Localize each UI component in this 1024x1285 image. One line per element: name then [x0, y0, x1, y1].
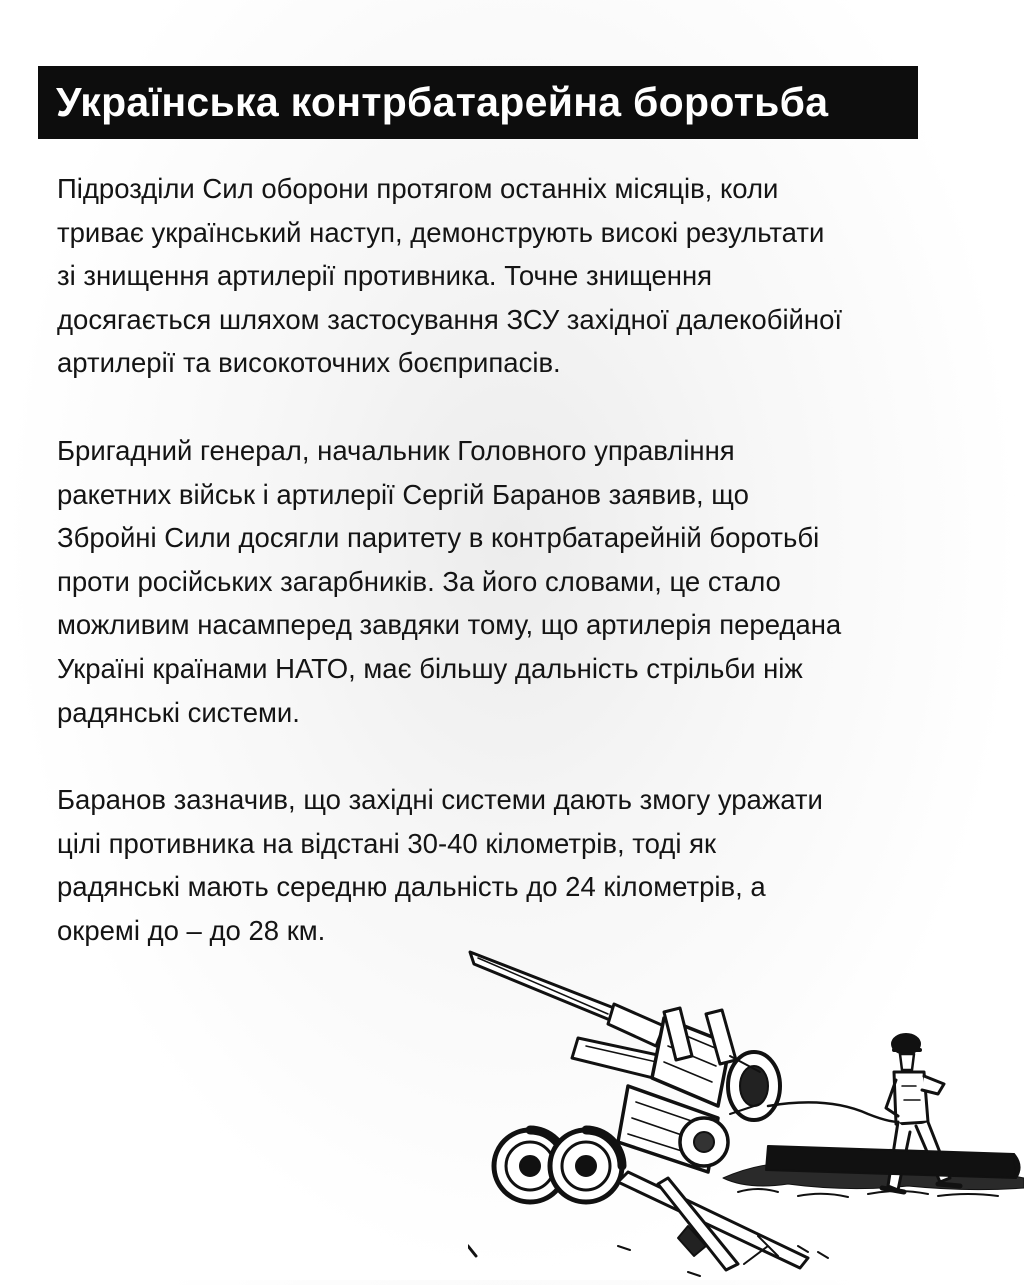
page-title: Українська контрбатарейна боротьба	[56, 79, 829, 125]
title-banner	[38, 66, 918, 139]
artillery-howitzer-with-soldier-icon	[468, 946, 1024, 1280]
text-line: цілі противника на відстані 30-40 кілометрів, тоді як	[57, 827, 717, 859]
text-line: досягається шляхом застосування ЗСУ західної далекобійної	[57, 303, 843, 335]
text-line: триває український наступ, демонструють високі результати	[57, 216, 825, 248]
text-line: Баранов зазначив, що західні системи дають змогу уражати	[57, 784, 823, 816]
article-body	[57, 167, 957, 997]
text-line: артилерії та високоточних боєприпасів.	[57, 347, 561, 379]
text-line: радянські мають середню дальність до 24 кілометрів, а	[57, 871, 766, 903]
text-line: Підрозділи Сил оборони протягом останніх місяців, коли	[57, 173, 779, 204]
text-line: окремі до – до 28 км.	[57, 914, 326, 946]
text-line: Україні країнами НАТО, має більшу дальність стрільби ніж	[57, 652, 803, 684]
paragraph-1	[57, 167, 957, 385]
paragraph-2	[57, 429, 957, 734]
text-line: можливим насамперед завдяки тому, що артилерія передана	[57, 609, 842, 641]
paragraph-3	[57, 778, 957, 952]
text-line: проти російських загарбників. За його словами, це стало	[57, 565, 781, 597]
text-line: ракетних військ і артилерії Сергій Баранов заявив, що	[57, 478, 749, 510]
text-line: Збройні Сили досягли паритету в контрбатарейній боротьбі	[57, 522, 820, 554]
text-line: зі знищення артилерії противника. Точне знищення	[57, 260, 713, 292]
text-line: радянські системи.	[57, 696, 300, 728]
text-line: Бригадний генерал, начальник Головного управління	[57, 434, 735, 466]
